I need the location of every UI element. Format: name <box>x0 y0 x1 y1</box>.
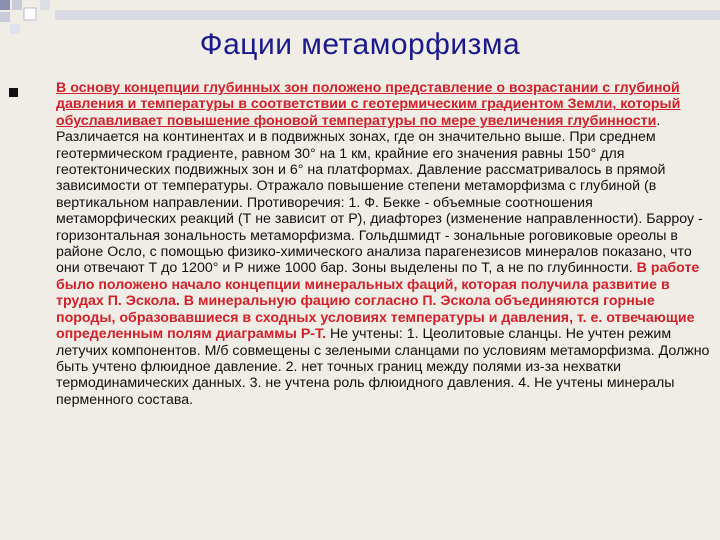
body-paragraph <box>56 80 712 408</box>
highlighted-intro: В основу концепции глубинных зон положено представление о возрастании с глубиной давления и температуры в соответствии с геотермическим градиентом Земли, который обуславливает повышение фоновой температуры по мере увеличения глубинности <box>56 80 681 129</box>
body-text-part-2: Не учтены: 1. Цеолитовые сланцы. Не учтен режим летучих компонентов. М/б совмещены с зелеными сланцами по условиям метаморфизма. Должно быть учтено флюидное давление. 2. нет точных границ между полями из-за нехватки термодинамических данных. 3. не учтена роль флюидного давления. 4. Не учтены минералы перменного состава. <box>56 326 710 408</box>
square-bullet-icon <box>9 88 18 97</box>
page-title: Фации метаморфизма <box>199 28 521 61</box>
body-text-part-1: . Различается на континентах и в подвижных зонах, где он значительно выше. При среднем геотермическом градиенте, равном 30° на 1 км, крайние его значения равны 150° для геотектонических подвижных зон и 6° на платформах. Давление рассматривалось в прямой зависимости от температуры. Отражало повышение степени метаморфизма с глубиной (в вертикальном направлении. Противоречия: 1. Ф. Бекке - объемные соотношения метаморфических реакций (Т не зависит от Р), диафторез (изменение направленности). Барроу - горизонтальная зональность метаморфизма. Гольдшмидт - зональные роговиковые ореолы в районе Осло, с помощью физико-химического анализа парагенезисов минералов показано, что они отвечают Т до 1200° и Р ниже 1000 бар. Зоны выделены по Т, а не по глубинности. <box>56 112 703 277</box>
highlighted-facies-concept: В работе было положено начало концепции минеральных фаций, которая получила развитие в трудах П. Эскола. В минеральную фацию согласно П. Эскола объединяются горные породы, образовавшиеся в сходных условиях температуры и давления, т. е. отвечающие определенным полям диаграммы Р-Т. <box>56 260 700 343</box>
